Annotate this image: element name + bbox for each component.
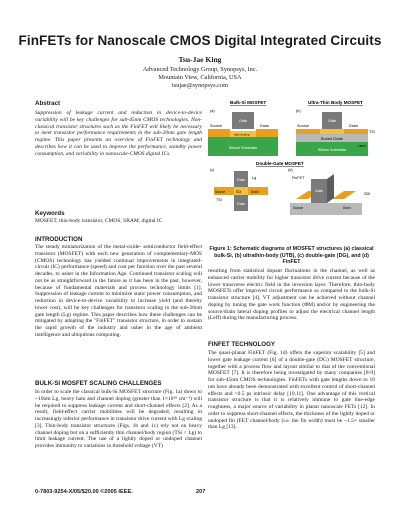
- panel-d-sdi-label: SDI: [364, 192, 371, 196]
- panel-b-utb: [296, 100, 375, 156]
- panel-b-source: [296, 129, 320, 134]
- panel-a-bulk-si: [208, 100, 278, 156]
- panel-d-tag: (d): [288, 168, 293, 172]
- panel-a-tag: (a): [210, 109, 215, 113]
- panel-a-source: [208, 129, 230, 137]
- panel-a-gate-label: Gate: [238, 119, 248, 123]
- panel-b-title: Ultra-Thin Body MOSFET: [308, 100, 363, 105]
- panel-c-top-gate-label: Gate: [236, 178, 246, 182]
- finfet-text: The quasi-planar FinFET (Fig. 1d) offers the superior scalability [5] and lower gate leakage current [6] of a double-gate (DG) MOSFET structure, together with a process flow and layout similar to that of the conventional MOSFET [7]. It is therefore being investigated by many companies [8-9] for sub-45nm CMOS technologies. FinFETs with gate lengths down to 10 nm have already been demonstrated with excellent control of short-channel effects and <0.5 ps intrinsic delay [10,11]. One advantage of this vertical transistor structure is that it is relatively immune to gate line-edge roughness, a major source of variability in planar nanoscale FETs [12]. In order to suppress short-channel effects, the thickness of the lightly doped or undoped fin (FET channel/body (i.e. the fin width) must be ~1.5× smaller than Lg [13].: [208, 350, 375, 431]
- panel-d-gate-label: Gate: [314, 189, 324, 193]
- panel-b-box-label: Buried Oxide: [321, 137, 343, 141]
- panel-d-finfet-label: FinFET: [292, 176, 305, 180]
- panel-a-source-label: Source: [210, 124, 223, 128]
- panel-d-source-label: Source: [293, 206, 304, 210]
- introduction-text: The steady miniaturization of the metal-oxide- semiconductor field-effect transistor (MOSFET) with each new generation of complementary-MOS (CMOS) technology has yielded continual improvements in integrated-circuit (IC) performance (speed) and cost per function over the past several decades, to usher in the Information Age. Continued transistor scaling will not be as straightforward in the future as it has been in the past, however, because of fundamental materials and process technology limits [1]. Suppression of leakage current to minimize static power consumption, and reduction in device-to-device variability to increase yield (and thereby lower cost), will be key challenges for transistor scaling in the sub-20nm gate length (Lg) regime. This paper describes how these challenges can be mitigated by adopting the "FinFET" transistor structure, in order to sustain the rapid growth of the industry and usher in the age of ambient intelligence and ubiquitous computing.: [35, 244, 202, 338]
- panel-c-tsi-label: TSi: [216, 198, 222, 202]
- panel-b-channel: [320, 129, 344, 134]
- panel-a-drain: [256, 129, 278, 137]
- page-number: 207: [196, 489, 206, 495]
- panel-d-gate-side: [327, 174, 334, 203]
- panel-b-substrate-label: Silicon Substrate: [317, 148, 347, 152]
- panel-b-tbox-label: TBOX: [358, 144, 367, 148]
- panel-a-title: Bulk-Si MOSFET: [230, 100, 267, 105]
- panel-a-substrate-label: Silicon Substrate: [228, 146, 258, 150]
- panel-b-drain-label: Drain: [349, 124, 359, 128]
- abstract-text: Suppression of leakage current and reduction in device-to-device variability will be key challenges for sub-45nm CMOS technologies. Non-classical transistor structures such as the FinFET will likely be necessary to meet transistor performance requirements in the sub-20nm gate length regime. This paper presents an overview of FinFET technology and describes how it can be used to improve the performance, standby power consumption, and variability in nanoscale-CMOS digital ICs.: [35, 110, 202, 157]
- panel-b-source-label: Source: [297, 124, 310, 128]
- footer-copyright: 0-7803-9254-X/05/$20.00 ©2005 IEEE.: [35, 489, 133, 495]
- introduction-heading: INTRODUCTION: [35, 236, 83, 243]
- finfet-heading: FINFET TECHNOLOGY: [208, 341, 276, 348]
- panel-d-finfet: [288, 168, 370, 215]
- panel-c-source-label: Source: [215, 190, 226, 194]
- bulk-text: In order to scale the classical bulk-Si MOSFET structure (Fig. 1a) down to ~10nm Lg, heavy halo and channel doping (greater than 1×10¹⁸ cm⁻³) will be required to suppress leakage current and short-channel effects [2]. As a result, field-effect carrier mobilities will be degraded, resulting in increasingly inferior performance in transistor drive current with Lg scaling [3]. Thin-body transistor structures (Figs. 1b and 1c) rely not on heavy channel doping but on a sufficiently thin channel/body region (TSi < Lg) to limit leakage current. The use of a lightly doped or undoped channel provides immunity to variations in threshold voltage (VT): [35, 389, 202, 449]
- bulk-heading: BULK-SI MOSFET SCALING CHALLENGES: [35, 380, 162, 387]
- mosfet-structures-figure: [208, 99, 375, 245]
- affiliation-line-1: Advanced Technology Group, Synopsys, Inc.: [142, 66, 258, 73]
- email: tsujae@synopsys.com: [172, 82, 228, 89]
- right-column-continuation: resulting from statistical dopant fluctuations in the channel, as well as enhanced carrier mobility for higher transistor drive current because of the lower transverse electric field in the inversion layer. Therefore, thin-body MOSFETs offer improved circuit performance as compared to the bulk-Si transistor structure [4]. VT adjustment can be achieved without channel doping by tuning the gate work function (ΦM) and/or by engineering the source/drain lateral doping profiles to adjust the electrical channel length (Leff) during the manufacturing process.: [208, 268, 375, 322]
- keywords-text: MOSFET, thin-body transistor, CMOS, SRAM, digital IC: [35, 218, 163, 224]
- panel-b-tag: (b): [296, 109, 301, 113]
- author-name: Tsu-Jae King: [178, 55, 222, 64]
- panel-c-bottom-gate-label: Gate: [236, 202, 246, 206]
- abstract-heading: Abstract: [35, 100, 61, 107]
- keywords-heading: Keywords: [35, 210, 65, 217]
- panel-c-sdi-label: SDI: [236, 190, 242, 194]
- panel-a-drain-label: Drain: [260, 124, 270, 128]
- panel-a-halo-label: halo doping: [234, 132, 250, 137]
- panel-d-drain-label: Drain: [343, 206, 351, 210]
- panel-b-tsi-label: TSi: [369, 130, 375, 134]
- panel-b-gate-label: Gate: [327, 119, 337, 123]
- affiliation-line-2: Mountain View, California, USA: [158, 74, 242, 81]
- panel-c-drain-label: Drain: [251, 190, 259, 194]
- panel-c-lg-label: Lg: [252, 176, 257, 180]
- panel-d-drain: [332, 191, 356, 199]
- figure-caption: Figure 1: Schematic diagrams of MOSFET structures (a) classical bulk-Si, (b) ultrathin-body (UTB), (c) double-gate (DG), and (d) FinFET: [209, 246, 374, 266]
- panel-c-title: Double-Gate MOSFET: [256, 161, 304, 166]
- panel-c-tag: (c): [210, 168, 215, 172]
- paper-title: FinFETs for Nanoscale CMOS Digital Integrated Circuits: [18, 33, 382, 48]
- panel-b-drain: [344, 129, 368, 134]
